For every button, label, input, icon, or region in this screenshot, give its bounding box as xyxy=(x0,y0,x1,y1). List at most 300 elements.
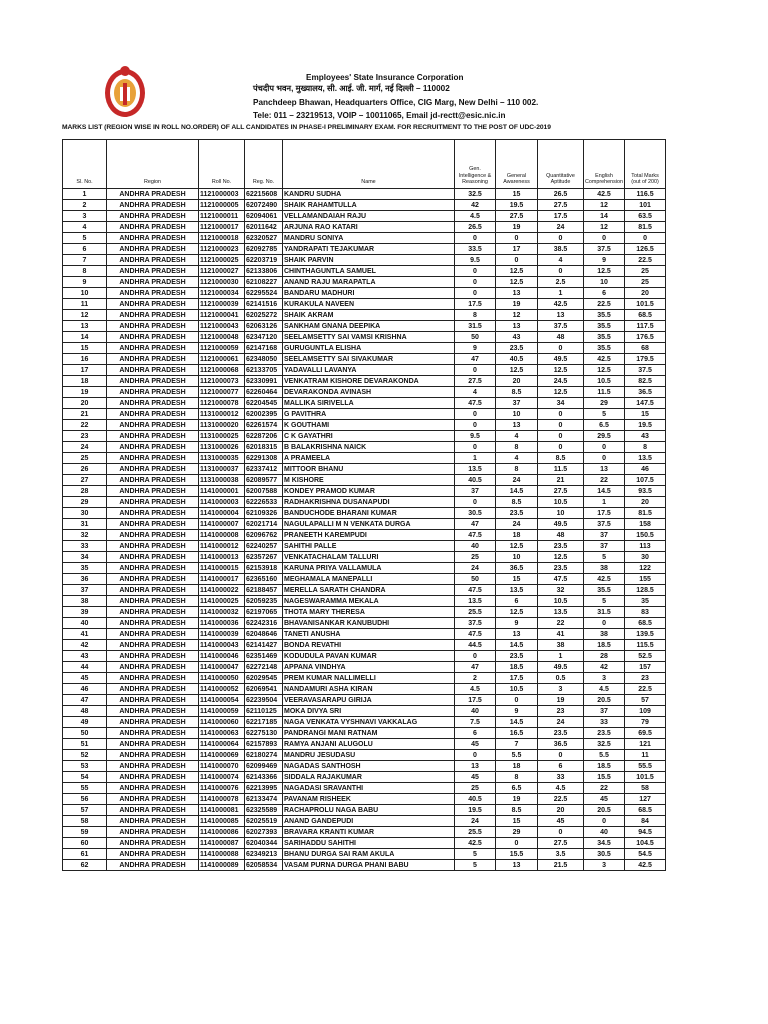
sl-no-cell: 10 xyxy=(63,288,107,299)
english-cell: 0 xyxy=(584,816,625,827)
name-cell: MOKA DIVYA SRI xyxy=(283,706,455,717)
table-row xyxy=(63,728,666,739)
sl-no-cell: 32 xyxy=(63,530,107,541)
english-cell: 29.5 xyxy=(584,431,625,442)
total-cell: 25 xyxy=(625,266,666,277)
roll-no-cell: 1141000054 xyxy=(199,695,245,706)
english-cell: 30.5 xyxy=(584,849,625,860)
aptitude-cell: 2.5 xyxy=(538,277,584,288)
total-cell: 93.5 xyxy=(625,486,666,497)
aptitude-cell: 13 xyxy=(538,310,584,321)
sl-no-cell: 18 xyxy=(63,376,107,387)
column-header: Quantitative Aptitude xyxy=(538,140,584,189)
reasoning-cell: 9.5 xyxy=(455,431,496,442)
reg-no-cell: 62133705 xyxy=(245,365,283,376)
sl-no-cell: 36 xyxy=(63,574,107,585)
aptitude-cell: 0 xyxy=(538,420,584,431)
name-cell: M KISHORE xyxy=(283,475,455,486)
name-cell: SEELAMSETTY SAI VAMSI KRISHNA xyxy=(283,332,455,343)
table-row xyxy=(63,299,666,310)
total-cell: 11 xyxy=(625,750,666,761)
total-cell: 139.5 xyxy=(625,629,666,640)
reasoning-cell: 4.5 xyxy=(455,684,496,695)
total-cell: 155 xyxy=(625,574,666,585)
aptitude-cell: 33 xyxy=(538,772,584,783)
total-cell: 30 xyxy=(625,552,666,563)
awareness-cell: 8.5 xyxy=(496,387,538,398)
name-cell: VENKATACHALAM TALLURI xyxy=(283,552,455,563)
table-row xyxy=(63,849,666,860)
english-cell: 23.5 xyxy=(584,728,625,739)
roll-no-cell: 1141000074 xyxy=(199,772,245,783)
sl-no-cell: 20 xyxy=(63,398,107,409)
reasoning-cell: 5 xyxy=(455,849,496,860)
table-header-row xyxy=(63,140,666,189)
english-cell: 0 xyxy=(584,453,625,464)
table-row xyxy=(63,761,666,772)
english-cell: 4.5 xyxy=(584,684,625,695)
english-cell: 3 xyxy=(584,673,625,684)
roll-no-cell: 1141000076 xyxy=(199,783,245,794)
sl-no-cell: 54 xyxy=(63,772,107,783)
english-cell: 12.5 xyxy=(584,365,625,376)
awareness-cell: 0 xyxy=(496,255,538,266)
region-cell: ANDHRA PRADESH xyxy=(107,794,199,805)
awareness-cell: 19 xyxy=(496,794,538,805)
roll-no-cell: 1121000041 xyxy=(199,310,245,321)
total-cell: 84 xyxy=(625,816,666,827)
reasoning-cell: 0 xyxy=(455,420,496,431)
name-cell: SIDDALA RAJAKUMAR xyxy=(283,772,455,783)
reasoning-cell: 40 xyxy=(455,541,496,552)
aptitude-cell: 48 xyxy=(538,530,584,541)
english-cell: 13 xyxy=(584,464,625,475)
english-cell: 42 xyxy=(584,662,625,673)
aptitude-cell: 6 xyxy=(538,761,584,772)
reasoning-cell: 17.5 xyxy=(455,695,496,706)
reg-no-cell: 62217185 xyxy=(245,717,283,728)
roll-no-cell: 1121000078 xyxy=(199,398,245,409)
sl-no-cell: 47 xyxy=(63,695,107,706)
awareness-cell: 0 xyxy=(496,838,538,849)
reasoning-cell: 25 xyxy=(455,783,496,794)
table-row xyxy=(63,838,666,849)
sl-no-cell: 31 xyxy=(63,519,107,530)
awareness-cell: 18.5 xyxy=(496,662,538,673)
reg-no-cell: 62133474 xyxy=(245,794,283,805)
region-cell: ANDHRA PRADESH xyxy=(107,277,199,288)
roll-no-cell: 1141000060 xyxy=(199,717,245,728)
sl-no-cell: 61 xyxy=(63,849,107,860)
aptitude-cell: 24 xyxy=(538,717,584,728)
english-cell: 18.5 xyxy=(584,640,625,651)
reg-no-cell: 62349213 xyxy=(245,849,283,860)
column-header: Region xyxy=(107,140,199,189)
sl-no-cell: 7 xyxy=(63,255,107,266)
name-cell: ANAND RAJU MARAPATLA xyxy=(283,277,455,288)
reg-no-cell: 62072490 xyxy=(245,200,283,211)
awareness-cell: 9 xyxy=(496,618,538,629)
awareness-cell: 17.5 xyxy=(496,673,538,684)
aptitude-cell: 11.5 xyxy=(538,464,584,475)
region-cell: ANDHRA PRADESH xyxy=(107,552,199,563)
english-cell: 22 xyxy=(584,475,625,486)
table-row xyxy=(63,827,666,838)
english-cell: 11.5 xyxy=(584,387,625,398)
sl-no-cell: 14 xyxy=(63,332,107,343)
name-cell: SAHITHI PALLE xyxy=(283,541,455,552)
table-row xyxy=(63,244,666,255)
name-cell: BRAVARA KRANTI KUMAR xyxy=(283,827,455,838)
roll-no-cell: 1141000007 xyxy=(199,519,245,530)
total-cell: 79 xyxy=(625,717,666,728)
roll-no-cell: 1121000068 xyxy=(199,365,245,376)
sl-no-cell: 22 xyxy=(63,420,107,431)
total-cell: 122 xyxy=(625,563,666,574)
name-cell: RADHAKRISHNA DUSANAPUDI xyxy=(283,497,455,508)
roll-no-cell: 1121000003 xyxy=(199,189,245,200)
awareness-cell: 8 xyxy=(496,442,538,453)
region-cell: ANDHRA PRADESH xyxy=(107,233,199,244)
english-cell: 14 xyxy=(584,211,625,222)
region-cell: ANDHRA PRADESH xyxy=(107,684,199,695)
name-cell: SANKHAM GNANA DEEPIKA xyxy=(283,321,455,332)
aptitude-cell: 4.5 xyxy=(538,783,584,794)
awareness-cell: 23.5 xyxy=(496,651,538,662)
english-cell: 22 xyxy=(584,783,625,794)
reasoning-cell: 37.5 xyxy=(455,618,496,629)
awareness-cell: 40.5 xyxy=(496,354,538,365)
total-cell: 147.5 xyxy=(625,398,666,409)
reasoning-cell: 1 xyxy=(455,453,496,464)
region-cell: ANDHRA PRADESH xyxy=(107,717,199,728)
total-cell: 68 xyxy=(625,343,666,354)
reg-no-cell: 62147168 xyxy=(245,343,283,354)
table-row xyxy=(63,398,666,409)
region-cell: ANDHRA PRADESH xyxy=(107,222,199,233)
awareness-cell: 18 xyxy=(496,761,538,772)
reg-no-cell: 62295524 xyxy=(245,288,283,299)
name-cell: NAGULAPALLI M N VENKATA DURGA xyxy=(283,519,455,530)
region-cell: ANDHRA PRADESH xyxy=(107,376,199,387)
aptitude-cell: 22.5 xyxy=(538,794,584,805)
total-cell: 81.5 xyxy=(625,508,666,519)
aptitude-cell: 27.5 xyxy=(538,200,584,211)
sl-no-cell: 15 xyxy=(63,343,107,354)
total-cell: 36.5 xyxy=(625,387,666,398)
reg-no-cell: 62213995 xyxy=(245,783,283,794)
name-cell: NAGADAS SANTHOSH xyxy=(283,761,455,772)
reg-no-cell: 62157893 xyxy=(245,739,283,750)
english-cell: 6 xyxy=(584,288,625,299)
total-cell: 22.5 xyxy=(625,684,666,695)
region-cell: ANDHRA PRADESH xyxy=(107,761,199,772)
reasoning-cell: 47 xyxy=(455,519,496,530)
table-row xyxy=(63,651,666,662)
english-cell: 37 xyxy=(584,541,625,552)
region-cell: ANDHRA PRADESH xyxy=(107,530,199,541)
awareness-cell: 23.5 xyxy=(496,508,538,519)
roll-no-cell: 1121000043 xyxy=(199,321,245,332)
sl-no-cell: 21 xyxy=(63,409,107,420)
total-cell: 15 xyxy=(625,409,666,420)
english-cell: 35.5 xyxy=(584,310,625,321)
reasoning-cell: 0 xyxy=(455,651,496,662)
table-row xyxy=(63,211,666,222)
table-row xyxy=(63,772,666,783)
table-row xyxy=(63,343,666,354)
english-cell: 37 xyxy=(584,706,625,717)
awareness-cell: 15 xyxy=(496,574,538,585)
region-cell: ANDHRA PRADESH xyxy=(107,816,199,827)
sl-no-cell: 25 xyxy=(63,453,107,464)
awareness-cell: 10 xyxy=(496,409,538,420)
aptitude-cell: 27.5 xyxy=(538,486,584,497)
english-cell: 42.5 xyxy=(584,189,625,200)
reg-no-cell: 62272148 xyxy=(245,662,283,673)
english-cell: 5.5 xyxy=(584,750,625,761)
reg-no-cell: 62099469 xyxy=(245,761,283,772)
sl-no-cell: 28 xyxy=(63,486,107,497)
reasoning-cell: 32.5 xyxy=(455,189,496,200)
region-cell: ANDHRA PRADESH xyxy=(107,343,199,354)
reasoning-cell: 0 xyxy=(455,288,496,299)
sl-no-cell: 38 xyxy=(63,596,107,607)
roll-no-cell: 1131000012 xyxy=(199,409,245,420)
total-cell: 104.5 xyxy=(625,838,666,849)
aptitude-cell: 34 xyxy=(538,398,584,409)
english-cell: 37.5 xyxy=(584,519,625,530)
sl-no-cell: 2 xyxy=(63,200,107,211)
total-cell: 23 xyxy=(625,673,666,684)
reasoning-cell: 4 xyxy=(455,387,496,398)
region-cell: ANDHRA PRADESH xyxy=(107,189,199,200)
awareness-cell: 10.5 xyxy=(496,684,538,695)
reg-no-cell: 62040344 xyxy=(245,838,283,849)
aptitude-cell: 10.5 xyxy=(538,497,584,508)
roll-no-cell: 1141000088 xyxy=(199,849,245,860)
sl-no-cell: 40 xyxy=(63,618,107,629)
roll-no-cell: 1121000011 xyxy=(199,211,245,222)
name-cell: BANDUCHODE BHARANI KUMAR xyxy=(283,508,455,519)
roll-no-cell: 1141000015 xyxy=(199,563,245,574)
table-row xyxy=(63,662,666,673)
name-cell: VEERAVASARAPU GIRIJA xyxy=(283,695,455,706)
awareness-cell: 12.5 xyxy=(496,266,538,277)
table-row xyxy=(63,233,666,244)
region-cell: ANDHRA PRADESH xyxy=(107,838,199,849)
region-cell: ANDHRA PRADESH xyxy=(107,607,199,618)
total-cell: 19.5 xyxy=(625,420,666,431)
reasoning-cell: 33.5 xyxy=(455,244,496,255)
region-cell: ANDHRA PRADESH xyxy=(107,629,199,640)
sl-no-cell: 43 xyxy=(63,651,107,662)
table-row xyxy=(63,860,666,871)
region-cell: ANDHRA PRADESH xyxy=(107,310,199,321)
reg-no-cell: 62141427 xyxy=(245,640,283,651)
aptitude-cell: 0 xyxy=(538,409,584,420)
total-cell: 157 xyxy=(625,662,666,673)
total-cell: 13.5 xyxy=(625,453,666,464)
awareness-cell: 12.5 xyxy=(496,541,538,552)
total-cell: 121 xyxy=(625,739,666,750)
region-cell: ANDHRA PRADESH xyxy=(107,211,199,222)
table-row xyxy=(63,266,666,277)
reg-no-cell: 62347120 xyxy=(245,332,283,343)
english-cell: 5 xyxy=(584,596,625,607)
name-cell: SHAIK PARVIN xyxy=(283,255,455,266)
sl-no-cell: 19 xyxy=(63,387,107,398)
aptitude-cell: 45 xyxy=(538,816,584,827)
roll-no-cell: 1131000026 xyxy=(199,442,245,453)
region-cell: ANDHRA PRADESH xyxy=(107,618,199,629)
roll-no-cell: 1141000047 xyxy=(199,662,245,673)
total-cell: 126.5 xyxy=(625,244,666,255)
aptitude-cell: 0 xyxy=(538,233,584,244)
reg-no-cell: 62110125 xyxy=(245,706,283,717)
name-cell: C K GAYATHRI xyxy=(283,431,455,442)
awareness-cell: 12 xyxy=(496,310,538,321)
table-row xyxy=(63,464,666,475)
roll-no-cell: 1141000085 xyxy=(199,816,245,827)
name-cell: VELLAMANDAIAH RAJU xyxy=(283,211,455,222)
table-row xyxy=(63,475,666,486)
roll-no-cell: 1141000059 xyxy=(199,706,245,717)
reg-no-cell: 62141516 xyxy=(245,299,283,310)
total-cell: 83 xyxy=(625,607,666,618)
region-cell: ANDHRA PRADESH xyxy=(107,596,199,607)
roll-no-cell: 1141000036 xyxy=(199,618,245,629)
column-header: Name xyxy=(283,140,455,189)
name-cell: KURAKULA NAVEEN xyxy=(283,299,455,310)
name-cell: MANDRU SONIYA xyxy=(283,233,455,244)
sl-no-cell: 9 xyxy=(63,277,107,288)
awareness-cell: 13 xyxy=(496,420,538,431)
region-cell: ANDHRA PRADESH xyxy=(107,497,199,508)
aptitude-cell: 17.5 xyxy=(538,211,584,222)
total-cell: 22.5 xyxy=(625,255,666,266)
sl-no-cell: 56 xyxy=(63,794,107,805)
english-cell: 37.5 xyxy=(584,244,625,255)
name-cell: YANDRAPATI TEJAKUMAR xyxy=(283,244,455,255)
region-cell: ANDHRA PRADESH xyxy=(107,464,199,475)
reg-no-cell: 62011642 xyxy=(245,222,283,233)
reasoning-cell: 25 xyxy=(455,552,496,563)
reasoning-cell: 13.5 xyxy=(455,596,496,607)
table-row xyxy=(63,321,666,332)
region-cell: ANDHRA PRADESH xyxy=(107,651,199,662)
reasoning-cell: 4.5 xyxy=(455,211,496,222)
aptitude-cell: 23.5 xyxy=(538,563,584,574)
reasoning-cell: 47 xyxy=(455,354,496,365)
english-cell: 10 xyxy=(584,277,625,288)
total-cell: 101.5 xyxy=(625,772,666,783)
english-cell: 6.5 xyxy=(584,420,625,431)
region-cell: ANDHRA PRADESH xyxy=(107,849,199,860)
name-cell: BONDA REVATHI xyxy=(283,640,455,651)
reg-no-cell: 62007588 xyxy=(245,486,283,497)
column-header: English Comprehension xyxy=(584,140,625,189)
awareness-cell: 29 xyxy=(496,827,538,838)
reasoning-cell: 42.5 xyxy=(455,838,496,849)
reasoning-cell: 9.5 xyxy=(455,255,496,266)
total-cell: 158 xyxy=(625,519,666,530)
total-cell: 35 xyxy=(625,596,666,607)
sl-no-cell: 52 xyxy=(63,750,107,761)
awareness-cell: 4 xyxy=(496,453,538,464)
name-cell: KANDRU SUDHA xyxy=(283,189,455,200)
name-cell: DEVARAKONDA AVINASH xyxy=(283,387,455,398)
aptitude-cell: 27.5 xyxy=(538,838,584,849)
region-cell: ANDHRA PRADESH xyxy=(107,772,199,783)
table-row xyxy=(63,640,666,651)
aptitude-cell: 12.5 xyxy=(538,387,584,398)
english-cell: 12.5 xyxy=(584,266,625,277)
sl-no-cell: 37 xyxy=(63,585,107,596)
name-cell: BANDARU MADHURI xyxy=(283,288,455,299)
region-cell: ANDHRA PRADESH xyxy=(107,585,199,596)
name-cell: SARIHADDU SAHITHI xyxy=(283,838,455,849)
reg-no-cell: 62018315 xyxy=(245,442,283,453)
reasoning-cell: 7.5 xyxy=(455,717,496,728)
name-cell: ARJUNA RAO KATARI xyxy=(283,222,455,233)
awareness-cell: 7 xyxy=(496,739,538,750)
total-cell: 128.5 xyxy=(625,585,666,596)
awareness-cell: 12.5 xyxy=(496,277,538,288)
total-cell: 69.5 xyxy=(625,728,666,739)
roll-no-cell: 1141000089 xyxy=(199,860,245,871)
english-cell: 42.5 xyxy=(584,354,625,365)
roll-no-cell: 1131000035 xyxy=(199,453,245,464)
aptitude-cell: 0 xyxy=(538,343,584,354)
reasoning-cell: 26.5 xyxy=(455,222,496,233)
name-cell: SHAIK AKRAM xyxy=(283,310,455,321)
awareness-cell: 16.5 xyxy=(496,728,538,739)
total-cell: 54.5 xyxy=(625,849,666,860)
awareness-cell: 18 xyxy=(496,530,538,541)
reg-no-cell: 62203719 xyxy=(245,255,283,266)
sl-no-cell: 11 xyxy=(63,299,107,310)
reasoning-cell: 27.5 xyxy=(455,376,496,387)
aptitude-cell: 49.5 xyxy=(538,662,584,673)
region-cell: ANDHRA PRADESH xyxy=(107,860,199,871)
sl-no-cell: 3 xyxy=(63,211,107,222)
table-row xyxy=(63,442,666,453)
roll-no-cell: 1121000048 xyxy=(199,332,245,343)
roll-no-cell: 1141000063 xyxy=(199,728,245,739)
reg-no-cell: 62330991 xyxy=(245,376,283,387)
roll-no-cell: 1141000081 xyxy=(199,805,245,816)
reasoning-cell: 0 xyxy=(455,497,496,508)
roll-no-cell: 1121000034 xyxy=(199,288,245,299)
awareness-cell: 23.5 xyxy=(496,343,538,354)
reg-no-cell: 62069541 xyxy=(245,684,283,695)
reasoning-cell: 45 xyxy=(455,772,496,783)
reasoning-cell: 24 xyxy=(455,816,496,827)
name-cell: NANDAMURI ASHA KIRAN xyxy=(283,684,455,695)
region-cell: ANDHRA PRADESH xyxy=(107,409,199,420)
region-cell: ANDHRA PRADESH xyxy=(107,255,199,266)
roll-no-cell: 1141000032 xyxy=(199,607,245,618)
roll-no-cell: 1141000050 xyxy=(199,673,245,684)
aptitude-cell: 41 xyxy=(538,629,584,640)
reasoning-cell: 37 xyxy=(455,486,496,497)
roll-no-cell: 1141000070 xyxy=(199,761,245,772)
english-cell: 0 xyxy=(584,233,625,244)
roll-no-cell: 1141000039 xyxy=(199,629,245,640)
region-cell: ANDHRA PRADESH xyxy=(107,398,199,409)
sl-no-cell: 35 xyxy=(63,563,107,574)
